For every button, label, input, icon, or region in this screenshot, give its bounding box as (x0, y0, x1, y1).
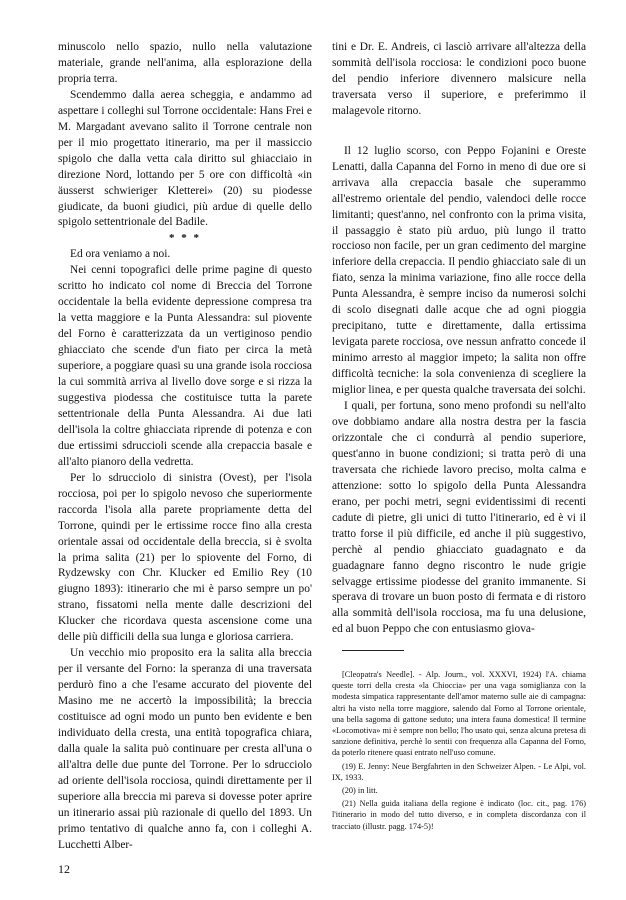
left-paragraph-3: Ed ora veniamo a noi. (70, 248, 171, 261)
footnotes (332, 650, 586, 834)
footnote-rule (342, 650, 404, 651)
left-paragraph-4: Nei cenni topografici delle prime pagine di questo scritto ho indicato col nome di Breccia del Torrone occidentale la bella evidente depressione compresa tra la vetta maggiore e la Punta Alessandra: sul piovente del Forno è caratterizzata da un vertiginoso pendio ghiacciato che scende d'un fiato per circa la metà superiore, a poggiare quasi su una grande isola rocciosa la cui sommità arriva al livello dove sorge e si rizza la suggestiva piodessa che costituisce tutta la parete settentrionale della Punta Alessandra. Ai due lati dell'isola la coltre ghiacciata riprende di potenza e con due ertissimi sdruccioli scende alla crepaccia basale e all'alto pianoro della vedretta. (58, 264, 312, 468)
section-separator: * * * (169, 232, 201, 245)
left-paragraph-1: minuscolo nello spazio, nullo nella valutazione materiale, grande nell'anima, alla esplorazione della propria terra. (58, 41, 312, 85)
footnote-21: (21) Nella guida italiana della regione è indicato (loc. cit., pag. 176) l'itinerario in modo del tutto diverso, e in completa discordanza con il tracciato (illustr. pagg. 174-5)! (332, 799, 586, 831)
page-number: 12 (58, 862, 70, 876)
footnote-20: (20) in litt. (342, 786, 378, 796)
right-paragraph-2: Il 12 luglio scorso, con Peppo Fojanini e Oreste Lenatti, dalla Capanna del Forno in meno di due ore si arrivava alla crepaccia basale che superammo all'estremo orientale del pendio, valendoci delle rocce limitanti; quest'anno, nel confronto con la prima visita, il passaggio è stato più arduo, più lungo il tratto roccioso non facile, per un gran cedimento del margine inferiore della crepaccia. Il pendio ghiacciato sale di un fiato, senza la minima variazione, fino alle rocce della Punta Alessandra, è sempre inciso da numerosi solchi di scolo disegnati dalle acque che ad ogni pioggia precipitano, tutte e direttamente, dalla ertissima levigata parete rocciosa, ove nessun anfratto concede il minimo arresto al maggior impeto; la salita non offre difficoltà tecniche: la sola convenienza di scegliere la miglior linea, e per questa qualche traversata dei solchi. (332, 144, 586, 397)
left-paragraph-2: Scendemmo dalla aerea scheggia, e andammo ad aspettare i colleghi sul Torrone occidentale: Hans Frei e M. Margadant avevano salito il Torrone centrale non per il mio progettato itinerario, ma per il massiccio spigolo che dalla vetta cala diritto sul ghiacciaio in direzione Nord, lottando per 5 ore con difficoltà «in äusserst schwieriger Kletterei» (20) su piodesse giudicate, da buoni giudici, più ardue di quelle dello spigolo settentrionale del Badile. (58, 88, 312, 229)
right-paragraph-1: tini e Dr. E. Andreis, ci lasciò arrivare all'altezza della sommità dell'isola rocciosa: le condizioni poco buone del pendio inferiore divennero malsicure nella traversata verso il superiore, e preferimmo il malagevole ritorno. (332, 41, 586, 117)
right-paragraph-3: I quali, per fortuna, sono meno profondi su nell'alto ove dobbiamo andare alla nostra destra per la fascia orizzontale che ci condurrà al pendio superiore, quest'anno in buone condizioni; si tratta però di una traversata che richiede lavoro preciso, molta calma e attenzione: sotto lo spigolo della Punta Alessandra erano, per pochi metri, segni evidentissimi di recenti cadute di pietre, gli unici di tutto l'itinerario, ed è vi il tratto forse il più difficile, ed anche il più suggestivo, perchè al pendio ghiacciato guadagnato e da guadagnare fanno degno riscontro le nude grigie selvagge ertissime piodesse del granito immanente. Si sperava di trovare un buon posto di fermata e di ristoro alla sommità dell'isola rocciosa, ma fu una delusione, ed al buon Peppo che con entusiasmo giova- (332, 400, 586, 636)
left-paragraph-5: Per lo sdrucciolo di sinistra (Ovest), per l'isola rocciosa, poi per lo spigolo nevoso che superiormente raccorda l'isola alla parete propriamente detta del Torrone, quindi per le ertissime rocce fino alla cresta orientale assai od occidentale della breccia, si è svolta la prima salita (21) per lo spiovente del Forno, di Rydzewsky con Chr. Klucker ed Emilio Rey (10 giugno 1893): itinerario che mi è parso sempre un po' strano, fissatomi nella mente dalle descrizioni del Klucker che ricordava questa ascensione come una delle più difficili della sua lunga e gloriosa carriera. (58, 471, 312, 644)
footnote-continued: [Cleopatra's Needle]. - Alp. Journ., vol. XXXVI, 1924) l'A. chiama queste torri della cresta «la Chioccia» per una vaga somiglianza con la modesta simpatica rappresentante dell'amor materno sulle aie di campagna: altri ha visto nella torre maggiore, salendo dal Forno al Torrone orientale, una bella sagoma di gattone seduto; una intera fauna domestica! Il termine «Locomotiva» mi è sempre non bello; l'ho usato qui, senza alcuna pretesa di sanzione definitiva, perchè lo sentii con frequenza alla Capanna del Forno, da poterlo ritenere quasi entrato nell'uso comune. (332, 670, 586, 758)
footnote-19: (19) E. Jenny: Neue Bergfahrten in den Schweizer Alpen. - Le Alpi, vol. IX, 1933. (332, 761, 586, 782)
right-column (332, 40, 586, 638)
left-column (58, 40, 312, 854)
left-paragraph-6: Un vecchio mio proposito era la salita alla breccia per il versante del Forno: la speranza di una traversata perdurò fino a che l'esame accurato del piovente del Masino me ne accertò la impossibilità; la breccia costituisce ad ogni modo un punto ben evidente e ben individuato della cresta, una entità topografica chiara, dalla quale la salita può continuare per cresta all'una o all'altra delle due punte del Torrone. Per lo sdrucciolo ad oriente dell'isola rocciosa, quindi direttamente per il superiore alla breccia mi pareva si dovesse poter aprire un itinerario assai più razionale di quello del 1893. Un primo tentativo di qualche anno fa, con i colleghi A. Lucchetti Alber- (58, 647, 312, 851)
